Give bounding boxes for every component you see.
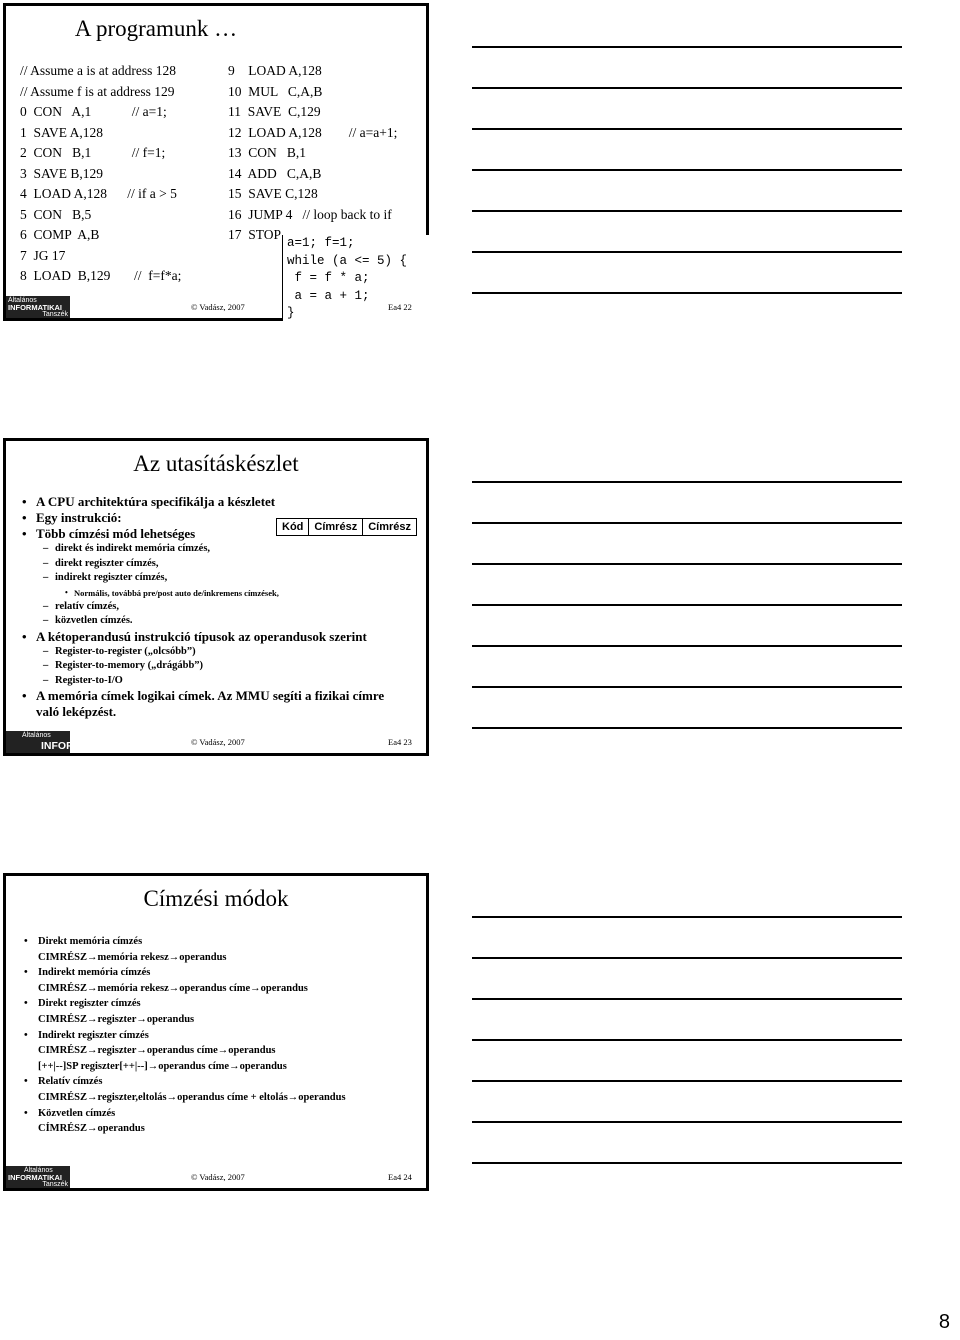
code-line: 12 LOAD A,128 // a=a+1;: [228, 124, 398, 140]
bullet-item: [22, 586, 416, 600]
bullet-text: A CPU architektúra specifikálja a készletet: [36, 494, 276, 509]
bullet-item: [22, 600, 416, 615]
code-line: 15 SAVE C,128: [228, 186, 318, 201]
logo-line-3: Tanszék: [42, 311, 68, 318]
addressing-modes-list: [22, 934, 416, 1137]
addressing-mode-label: Indirekt regiszter címzés: [38, 1029, 149, 1041]
bullet-item: [22, 645, 416, 660]
department-logo: [6, 1166, 70, 1188]
department-logo: [6, 296, 70, 318]
bullet-text: direkt és indirekt memória címzés,: [55, 543, 211, 554]
bullet-text: Egy instrukció:: [36, 510, 122, 525]
code-line: 1 SAVE A,128: [20, 124, 104, 140]
logo-line-1: Általános: [8, 297, 37, 304]
note-line: [472, 686, 902, 688]
bullet-text: A memória címek logikai címek. Az MMU segíti a fizikai címre való leképzést.: [36, 688, 385, 719]
bullet-text: közvetlen címzés.: [55, 615, 133, 626]
c-code-line: }: [287, 306, 295, 320]
note-line: [472, 292, 902, 294]
logo-line-1: Általános: [24, 1167, 53, 1174]
bullet-item: [22, 614, 416, 629]
addressing-mode-label: Direkt regiszter címzés: [38, 998, 141, 1010]
bullet-item: [22, 494, 416, 510]
c-code-line: a=1; f=1;: [287, 236, 355, 250]
bullet-item: [22, 542, 416, 557]
slide-22: [3, 3, 429, 321]
code-line: 7 JG 17: [20, 247, 66, 263]
logo-line-2: INFORMATIKAI: [8, 1173, 63, 1182]
bullet-item: [22, 659, 416, 674]
code-line: 16 JUMP 4 // loop back to if: [228, 206, 392, 222]
note-line: [472, 563, 902, 565]
addressing-mode-item: [22, 934, 416, 965]
bullet-item: [22, 557, 416, 572]
logo-line-3: Tanszék: [60, 755, 92, 766]
addressing-mode-path: CIMRÉSZ→regiszter→operandus: [38, 1013, 195, 1025]
department-logo: [6, 731, 117, 766]
c-code-line: while (a <= 5) {: [287, 253, 408, 268]
bullet-text: Register-to-memory („drágább”): [55, 660, 204, 671]
code-line: 4 LOAD A,128 // if a > 5: [20, 186, 177, 201]
code-line: 8 LOAD B,129 // f=f*a;: [20, 268, 182, 283]
note-line: [472, 46, 902, 48]
code-line: 5 CON B,5: [20, 206, 92, 222]
copyright: © Vadász, 2007: [191, 302, 245, 312]
addressing-mode-label: Indirekt memória címzés: [38, 967, 151, 979]
note-line: [472, 481, 902, 483]
addressing-mode-label: Direkt memória címzés: [38, 936, 143, 947]
slide-title: A programunk …: [74, 16, 238, 41]
slide-title: Címzési módok: [143, 886, 289, 911]
addressing-mode-item: [22, 1074, 416, 1105]
code-line: 6 COMP A,B: [20, 227, 100, 242]
note-line: [472, 998, 902, 1000]
instruction-format-box: [276, 518, 417, 536]
logo-line-2: INFORMATIKAI: [41, 740, 117, 752]
code-line: // Assume a is at address 128: [20, 63, 176, 78]
bullet-text: Több címzési mód lehetséges: [36, 526, 196, 541]
note-line: [472, 210, 902, 212]
addressing-mode-path: CIMRÉSZ→memória rekesz→operandus: [38, 951, 227, 963]
slide-23: [3, 438, 429, 766]
addressing-mode-label: Relatív címzés: [38, 1076, 103, 1088]
slide-title: Az utasításkészlet: [133, 451, 299, 476]
note-line: [472, 1162, 902, 1164]
addressing-mode-item: [22, 1028, 416, 1075]
code-line: 14 ADD C,A,B: [228, 165, 322, 181]
bullet-text: Register-to-I/O: [55, 674, 123, 686]
assembly-code-left: [20, 61, 181, 287]
note-line: [472, 251, 902, 253]
bullet-item: [22, 688, 396, 720]
note-line: [472, 1039, 902, 1041]
note-line: [472, 1080, 902, 1082]
copyright: © Vadász, 2007: [191, 737, 245, 747]
bullet-text: Register-to-register („olcsóbb”): [55, 645, 196, 657]
c-code-line: f = f * a;: [287, 271, 370, 285]
addressing-mode-path: CIMRÉSZ→regiszter→operandus címe→operandus: [38, 1045, 276, 1057]
code-line: 3 SAVE B,129: [20, 165, 104, 181]
bullet-text: direkt regiszter címzés,: [55, 557, 159, 569]
bullet-item: [22, 571, 416, 586]
note-line: [472, 604, 902, 606]
slide-number: Ea4 22: [388, 302, 412, 312]
bullet-text: Normális, továbbá pre/post auto de/inkremens címzések,: [74, 587, 279, 598]
c-code-line: a = a + 1;: [287, 288, 370, 303]
addressing-mode-path: [++|--]SP regiszter[++|--]→operandus címe→operandus: [38, 1060, 287, 1072]
bullet-item: [22, 674, 416, 689]
bullet-item: [22, 629, 416, 645]
note-line: [472, 522, 902, 524]
note-line: [472, 727, 902, 729]
note-line: [472, 1121, 902, 1123]
bullet-text: A kétoperandusú instrukció típusok az operandusok szerint: [36, 628, 367, 644]
slide-number: Ea4 23: [388, 737, 412, 747]
slide-24: [3, 873, 429, 1191]
bullet-text: indirekt regiszter címzés,: [55, 572, 168, 583]
addressing-mode-item: [22, 996, 416, 1027]
bullet-text: relatív címzés,: [55, 600, 119, 612]
code-line: 11 SAVE C,129: [228, 104, 321, 119]
note-line: [472, 169, 902, 171]
note-line: [472, 128, 902, 130]
code-line: 10 MUL C,A,B: [228, 83, 323, 99]
note-line: [472, 645, 902, 647]
addressing-mode-path: CIMRÉSZ→memória rekesz→operandus címe→operandus: [38, 982, 308, 994]
code-line: // Assume f is at address 129: [20, 83, 175, 99]
addressing-mode-label: Közvetlen címzés: [38, 1107, 116, 1119]
logo-line-1: Általános: [22, 732, 51, 739]
note-line: [472, 916, 902, 918]
copyright: © Vadász, 2007: [191, 1172, 245, 1182]
instruction-field: Címrész: [309, 519, 363, 535]
instruction-field: Címrész: [368, 521, 411, 533]
note-line: [472, 87, 902, 89]
addressing-mode-path: CIMRÉSZ→regiszter,eltolás→operandus címe + eltolás→operandus: [38, 1091, 346, 1103]
code-line: 17 STOP: [228, 227, 282, 242]
assembly-code-right: [228, 61, 397, 246]
code-line: 2 CON B,1 // f=1;: [20, 145, 166, 160]
slide-number: Ea4 24: [388, 1172, 412, 1182]
logo-line-2: INFORMATIKAI: [8, 303, 63, 312]
code-line: 13 CON B,1: [228, 145, 307, 160]
instruction-field: Kód: [277, 519, 309, 535]
addressing-mode-item: [22, 965, 416, 996]
addressing-mode-path: CÍMRÉSZ→operandus: [38, 1123, 145, 1135]
logo-line-3: Tanszék: [42, 1181, 68, 1188]
page-number: 8: [938, 1311, 950, 1333]
note-line: [472, 957, 902, 959]
addressing-mode-item: [22, 1106, 416, 1137]
code-line: 9 LOAD A,128: [228, 63, 322, 78]
code-line: 0 CON A,1 // a=1;: [20, 104, 167, 119]
